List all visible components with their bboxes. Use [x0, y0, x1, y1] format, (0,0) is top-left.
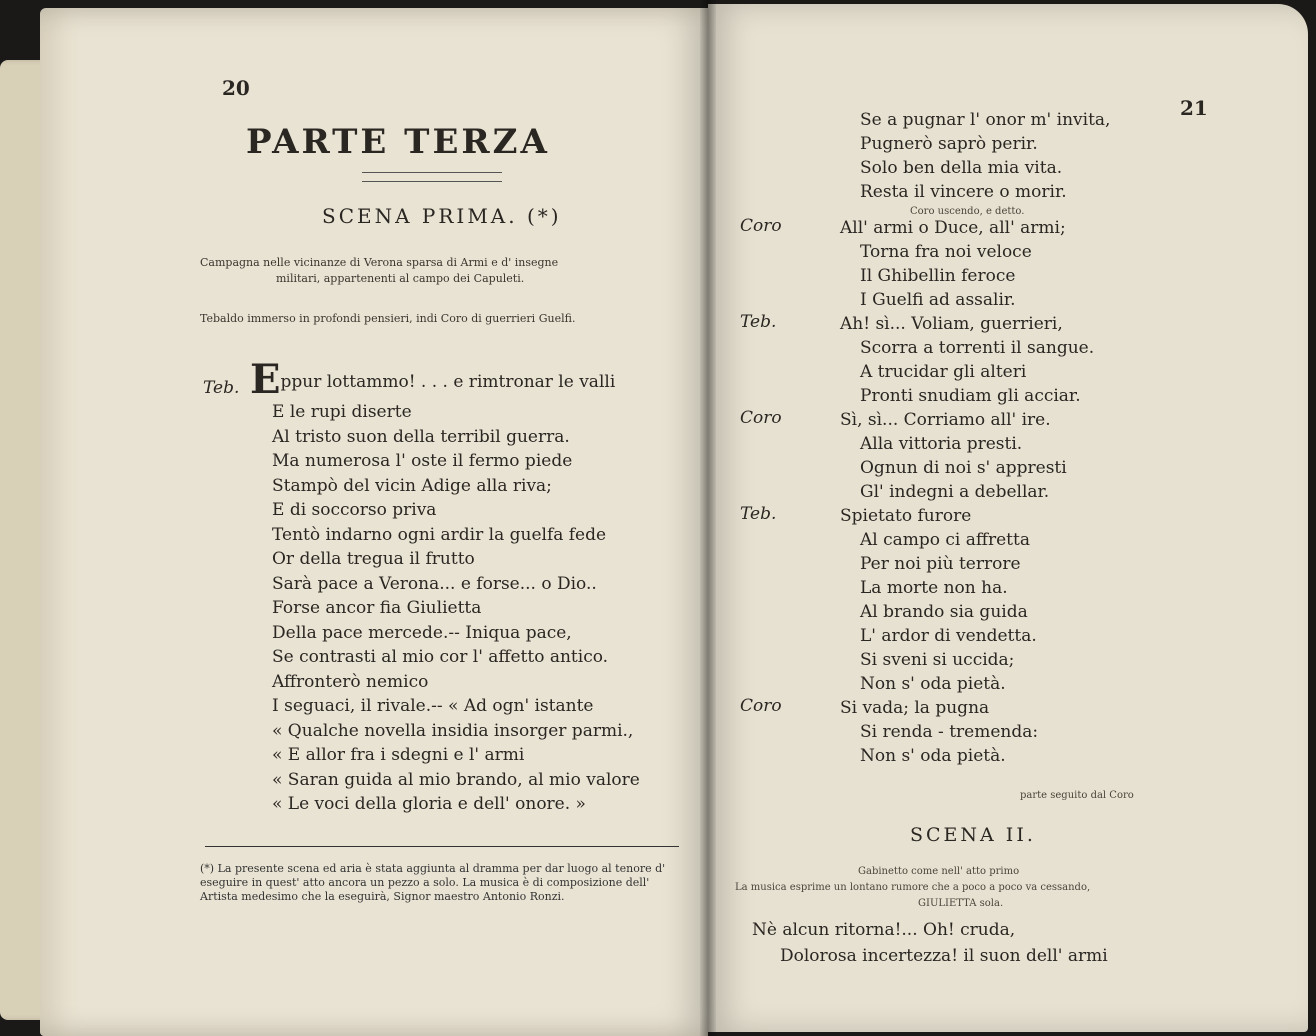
verse-line: « E allor fra i sdegni e l' armi	[272, 745, 525, 765]
left-verse-block	[272, 400, 640, 817]
verse-line: Pronti snudiam gli acciar.	[860, 386, 1081, 406]
verse-line: Torna fra noi veloce	[860, 242, 1032, 262]
verse-line: Si vada; la pugna	[840, 698, 990, 718]
stage-direction: Coro uscendo, e detto.	[910, 206, 1025, 217]
verse-line: Pugnerò saprò perir.	[860, 134, 1038, 154]
scene2-character: GIULIETTA sola.	[918, 898, 1004, 909]
speaker-label: Teb.	[203, 378, 240, 398]
verse-line: Sì, sì... Corriamo all' ire.	[840, 410, 1051, 430]
scene2-setting-2: La musica esprime un lontano rumore che a poco a poco va cessando,	[735, 882, 1091, 893]
scene2-setting-1: Gabinetto come nell' atto primo	[858, 866, 1020, 877]
page-number-left: 20	[222, 76, 250, 100]
verse-line: L' ardor di vendetta.	[860, 626, 1037, 646]
book-gutter	[700, 0, 716, 1036]
verse-line: I Guelfi ad assalir.	[860, 290, 1016, 310]
ornament-divider	[362, 172, 502, 182]
footnote-rule	[205, 846, 679, 847]
verse-line: Se a pugnar l' onor m' invita,	[860, 110, 1111, 130]
verse-line: Ah! sì... Voliam, guerrieri,	[840, 314, 1063, 334]
setting-line-2: militari, appartenenti al campo dei Capuleti.	[276, 272, 525, 285]
verse-line: All' armi o Duce, all' armi;	[840, 218, 1066, 238]
speaker-label: Teb.	[740, 504, 777, 524]
verse-line: Al tristo suon della terribil guerra.	[272, 426, 570, 447]
verse-line: « Qualche novella insidia insorger parmi.,	[272, 720, 634, 741]
verse-line: E le rupi diserte	[272, 402, 412, 422]
speaker-label: Coro	[740, 696, 782, 716]
verse-line: Solo ben della mia vita.	[860, 158, 1063, 178]
scene2-line-1: Nè alcun ritorna!... Oh! cruda,	[752, 920, 1016, 940]
verse-line: Sarà pace a Verona... e forse... o Dio..	[272, 573, 597, 594]
verse-line: Al campo ci affretta	[860, 530, 1030, 550]
verse-line: Se contrasti al mio cor l' affetto antico.	[272, 647, 609, 667]
verse-line: Scorra a torrenti il sangue.	[860, 338, 1095, 358]
setting-line-1: Campagna nelle vicinanze di Verona sparsa di Armi e d' insegne	[200, 256, 559, 269]
verse-line: Resta il vincere o morir.	[860, 182, 1067, 202]
verse-line: Alla vittoria presti.	[860, 434, 1023, 454]
speaker-label: Teb.	[740, 312, 777, 332]
verse-line: Or della tregua il frutto	[272, 549, 475, 569]
scene-title-left: SCENA PRIMA. (*)	[322, 204, 562, 228]
speaker-label: Coro	[740, 408, 782, 428]
stage-direction: Tebaldo immerso in profondi pensieri, indi Coro di guerrieri Guelfi.	[200, 312, 576, 325]
verse-line: Ma numerosa l' oste il fermo piede	[272, 451, 573, 471]
drop-cap: E	[250, 356, 281, 403]
speaker-label: Coro	[740, 216, 782, 236]
verse-line: Non s' oda pietà.	[860, 674, 1006, 694]
page-number-right: 21	[1180, 96, 1208, 120]
verse-line: Tentò indarno ogni ardir la guelfa fede	[272, 524, 607, 545]
verse-line: Si sveni si uccida;	[860, 650, 1015, 670]
verse-line: Gl' indegni a debellar.	[860, 482, 1050, 502]
first-verse-line	[250, 356, 616, 403]
verse-line: E di soccorso priva	[272, 500, 437, 520]
verse-line: Stampò del vicin Adige alla riva;	[272, 475, 552, 496]
scene2-line-2: Dolorosa incertezza! il suon dell' armi	[780, 946, 1108, 966]
verse-line: Al brando sia guida	[860, 602, 1028, 622]
verse-line: Non s' oda pietà.	[860, 746, 1006, 766]
part-title: PARTE TERZA	[246, 122, 550, 162]
verse-line: Ognun di noi s' appresti	[860, 458, 1067, 478]
verse-line: Si renda - tremenda:	[860, 722, 1039, 742]
verse-line: Affronterò nemico	[272, 671, 429, 692]
verse-line: A trucidar gli alteri	[860, 362, 1027, 382]
verse-line: « Saran guida al mio brando, al mio valore	[272, 769, 640, 790]
first-line-text: ppur lottammo! . . . e rimtronar le valli	[280, 372, 616, 392]
scene-title-right: SCENA II.	[910, 824, 1036, 846]
footnote: (*) La presente scena ed aria è stata aggiunta al dramma per dar luogo al tenore d' eseguire in quest' atto ancora un pezzo a solo. La musica è di composizione dell' Artista medesimo che la eseguirà, Signor maestro Antonio Ronzi.	[200, 862, 666, 903]
verse-line: Il Ghibellin feroce	[860, 266, 1016, 286]
verse-line: Della pace mercede.-- Iniqua pace,	[272, 622, 572, 643]
verse-line: I seguaci, il rivale.-- « Ad ogn' istante	[272, 696, 594, 716]
verse-line: La morte non ha.	[860, 578, 1008, 598]
verse-line: Per noi più terrore	[860, 554, 1021, 574]
verse-line: Forse ancor fia Giulietta	[272, 598, 482, 618]
verse-line: « Le voci della gloria e dell' onore. »	[272, 794, 586, 814]
exit-note: parte seguito dal Coro	[1020, 790, 1134, 801]
verse-line: Spietato furore	[840, 506, 972, 526]
